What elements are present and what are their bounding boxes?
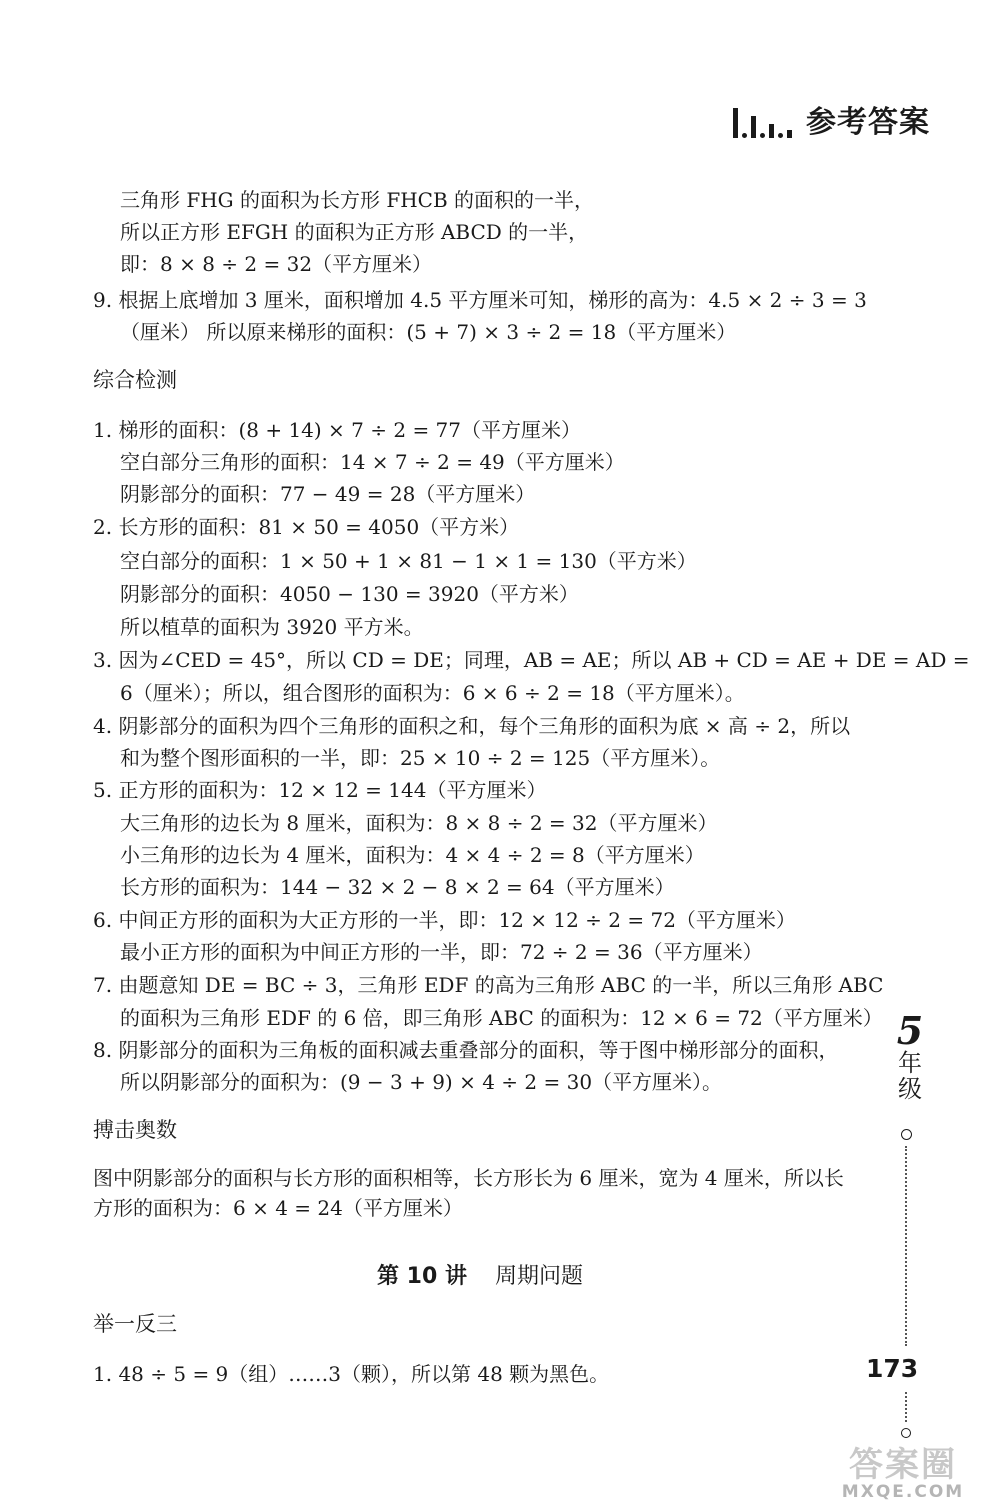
answer-line: 所以植草的面积为 3920 平方米。	[120, 615, 424, 639]
grade-marker	[890, 1008, 930, 1104]
answer-line: 图中阴影部分的面积与长方形的面积相等，长方形长为 6 厘米，宽为 4 厘米，所以长	[93, 1166, 844, 1190]
grade-char-year: 年	[898, 1049, 922, 1077]
answer-line: （厘米） 所以原来梯形的面积：(5 + 7) × 3 ÷ 2 = 18（平方厘米）	[120, 320, 737, 344]
lecture-number: 第 10 讲	[377, 1264, 467, 1289]
answer-line: 方形的面积为：6 × 4 = 24（平方厘米）	[93, 1196, 463, 1220]
answer-line: 1. 48 ÷ 5 = 9（组）……3（颗），所以第 48 颗为黑色。	[93, 1362, 610, 1386]
watermark	[828, 1445, 978, 1502]
section-heading-examples: 举一反三	[93, 1312, 177, 1336]
answer-line: 2. 长方形的面积：81 × 50 = 4050（平方米）	[93, 515, 520, 539]
answer-line: 1. 梯形的面积：(8 + 14) × 7 ÷ 2 = 77（平方厘米）	[93, 418, 582, 442]
header-mark	[733, 105, 930, 140]
answer-line: 阴影部分的面积：4050 − 130 = 3920（平方米）	[120, 582, 579, 606]
answer-line: 最小正方形的面积为中间正方形的一半，即：72 ÷ 2 = 36（平方厘米）	[120, 940, 763, 964]
section-heading-olympiad: 搏击奥数	[93, 1118, 177, 1142]
dotted-divider	[905, 1392, 907, 1422]
answer-line: 长方形的面积为：144 − 32 × 2 − 8 × 2 = 64（平方厘米）	[120, 875, 675, 899]
answer-line: 9. 根据上底增加 3 厘米，面积增加 4.5 平方厘米可知，梯形的高为：4.5 × 2 ÷ 3 = 3	[93, 288, 867, 312]
answer-line: 小三角形的边长为 4 厘米，面积为：4 × 4 ÷ 2 = 8（平方厘米）	[120, 843, 705, 867]
lecture-name: 周期问题	[494, 1264, 583, 1289]
circle-icon	[901, 1428, 911, 1438]
answer-line: 所以正方形 EFGH 的面积为正方形 ABCD 的一半，	[120, 220, 589, 244]
answer-line: 空白部分的面积：1 × 50 + 1 × 81 − 1 × 1 = 130（平方米）	[120, 549, 697, 573]
answer-line: 8. 阴影部分的面积为三角板的面积减去重叠部分的面积，等于图中梯形部分的面积，	[93, 1038, 839, 1062]
answer-line: 4. 阴影部分的面积为四个三角形的面积之和，每个三角形的面积为底 × 高 ÷ 2，所以	[93, 714, 851, 738]
answer-line: 所以阴影部分的面积为：(9 − 3 + 9) × 4 ÷ 2 = 30（平方厘米）。	[120, 1070, 723, 1094]
answer-line: 的面积为三角形 EDF 的 6 倍，即三角形 ABC 的面积为：12 × 6 = 72（平方厘米）	[120, 1006, 883, 1030]
watermark-logo-text: 答案圈	[849, 1445, 957, 1485]
answer-line: 7. 由题意知 DE = BC ÷ 3，三角形 EDF 的高为三角形 ABC 的一半，所以三角形 ABC	[93, 973, 884, 997]
watermark-url: MXQE.COM	[841, 1482, 965, 1502]
grade-char-level: 级	[898, 1075, 922, 1104]
answer-line: 6（厘米）；所以，组合图形的面积为：6 × 6 ÷ 2 = 18（平方厘米）。	[120, 681, 745, 705]
bar-logo-icon	[733, 108, 792, 138]
answer-line: 5. 正方形的面积为：12 × 12 = 144（平方厘米）	[93, 778, 547, 802]
answer-line: 三角形 FHG 的面积为长方形 FHCB 的面积的一半，	[120, 188, 595, 212]
section-heading-comprehensive: 综合检测	[93, 368, 177, 392]
answer-line: 3. 因为∠CED = 45°，所以 CD = DE；同理，AB = AE；所以 AB + CD = AE + DE = AD =	[93, 648, 970, 672]
answer-line: 6. 中间正方形的面积为大正方形的一半，即：12 × 12 ÷ 2 = 72（平方厘米）	[93, 908, 796, 932]
header-title: 参考答案	[806, 105, 930, 140]
lecture-title	[0, 1266, 960, 1288]
answer-line: 空白部分三角形的面积：14 × 7 ÷ 2 = 49（平方厘米）	[120, 450, 625, 474]
answer-line: 大三角形的边长为 8 厘米，面积为：8 × 8 ÷ 2 = 32（平方厘米）	[120, 811, 718, 835]
circle-icon	[901, 1129, 912, 1140]
grade-number: 5	[896, 1008, 924, 1053]
page-number: 173	[866, 1354, 919, 1383]
answer-line: 阴影部分的面积：77 − 49 = 28（平方厘米）	[120, 482, 536, 506]
dotted-divider	[905, 1146, 907, 1346]
answer-line: 和为整个图形面积的一半，即：25 × 10 ÷ 2 = 125（平方厘米）。	[120, 746, 721, 770]
answer-line: 即：8 × 8 ÷ 2 = 32（平方厘米）	[120, 252, 433, 276]
